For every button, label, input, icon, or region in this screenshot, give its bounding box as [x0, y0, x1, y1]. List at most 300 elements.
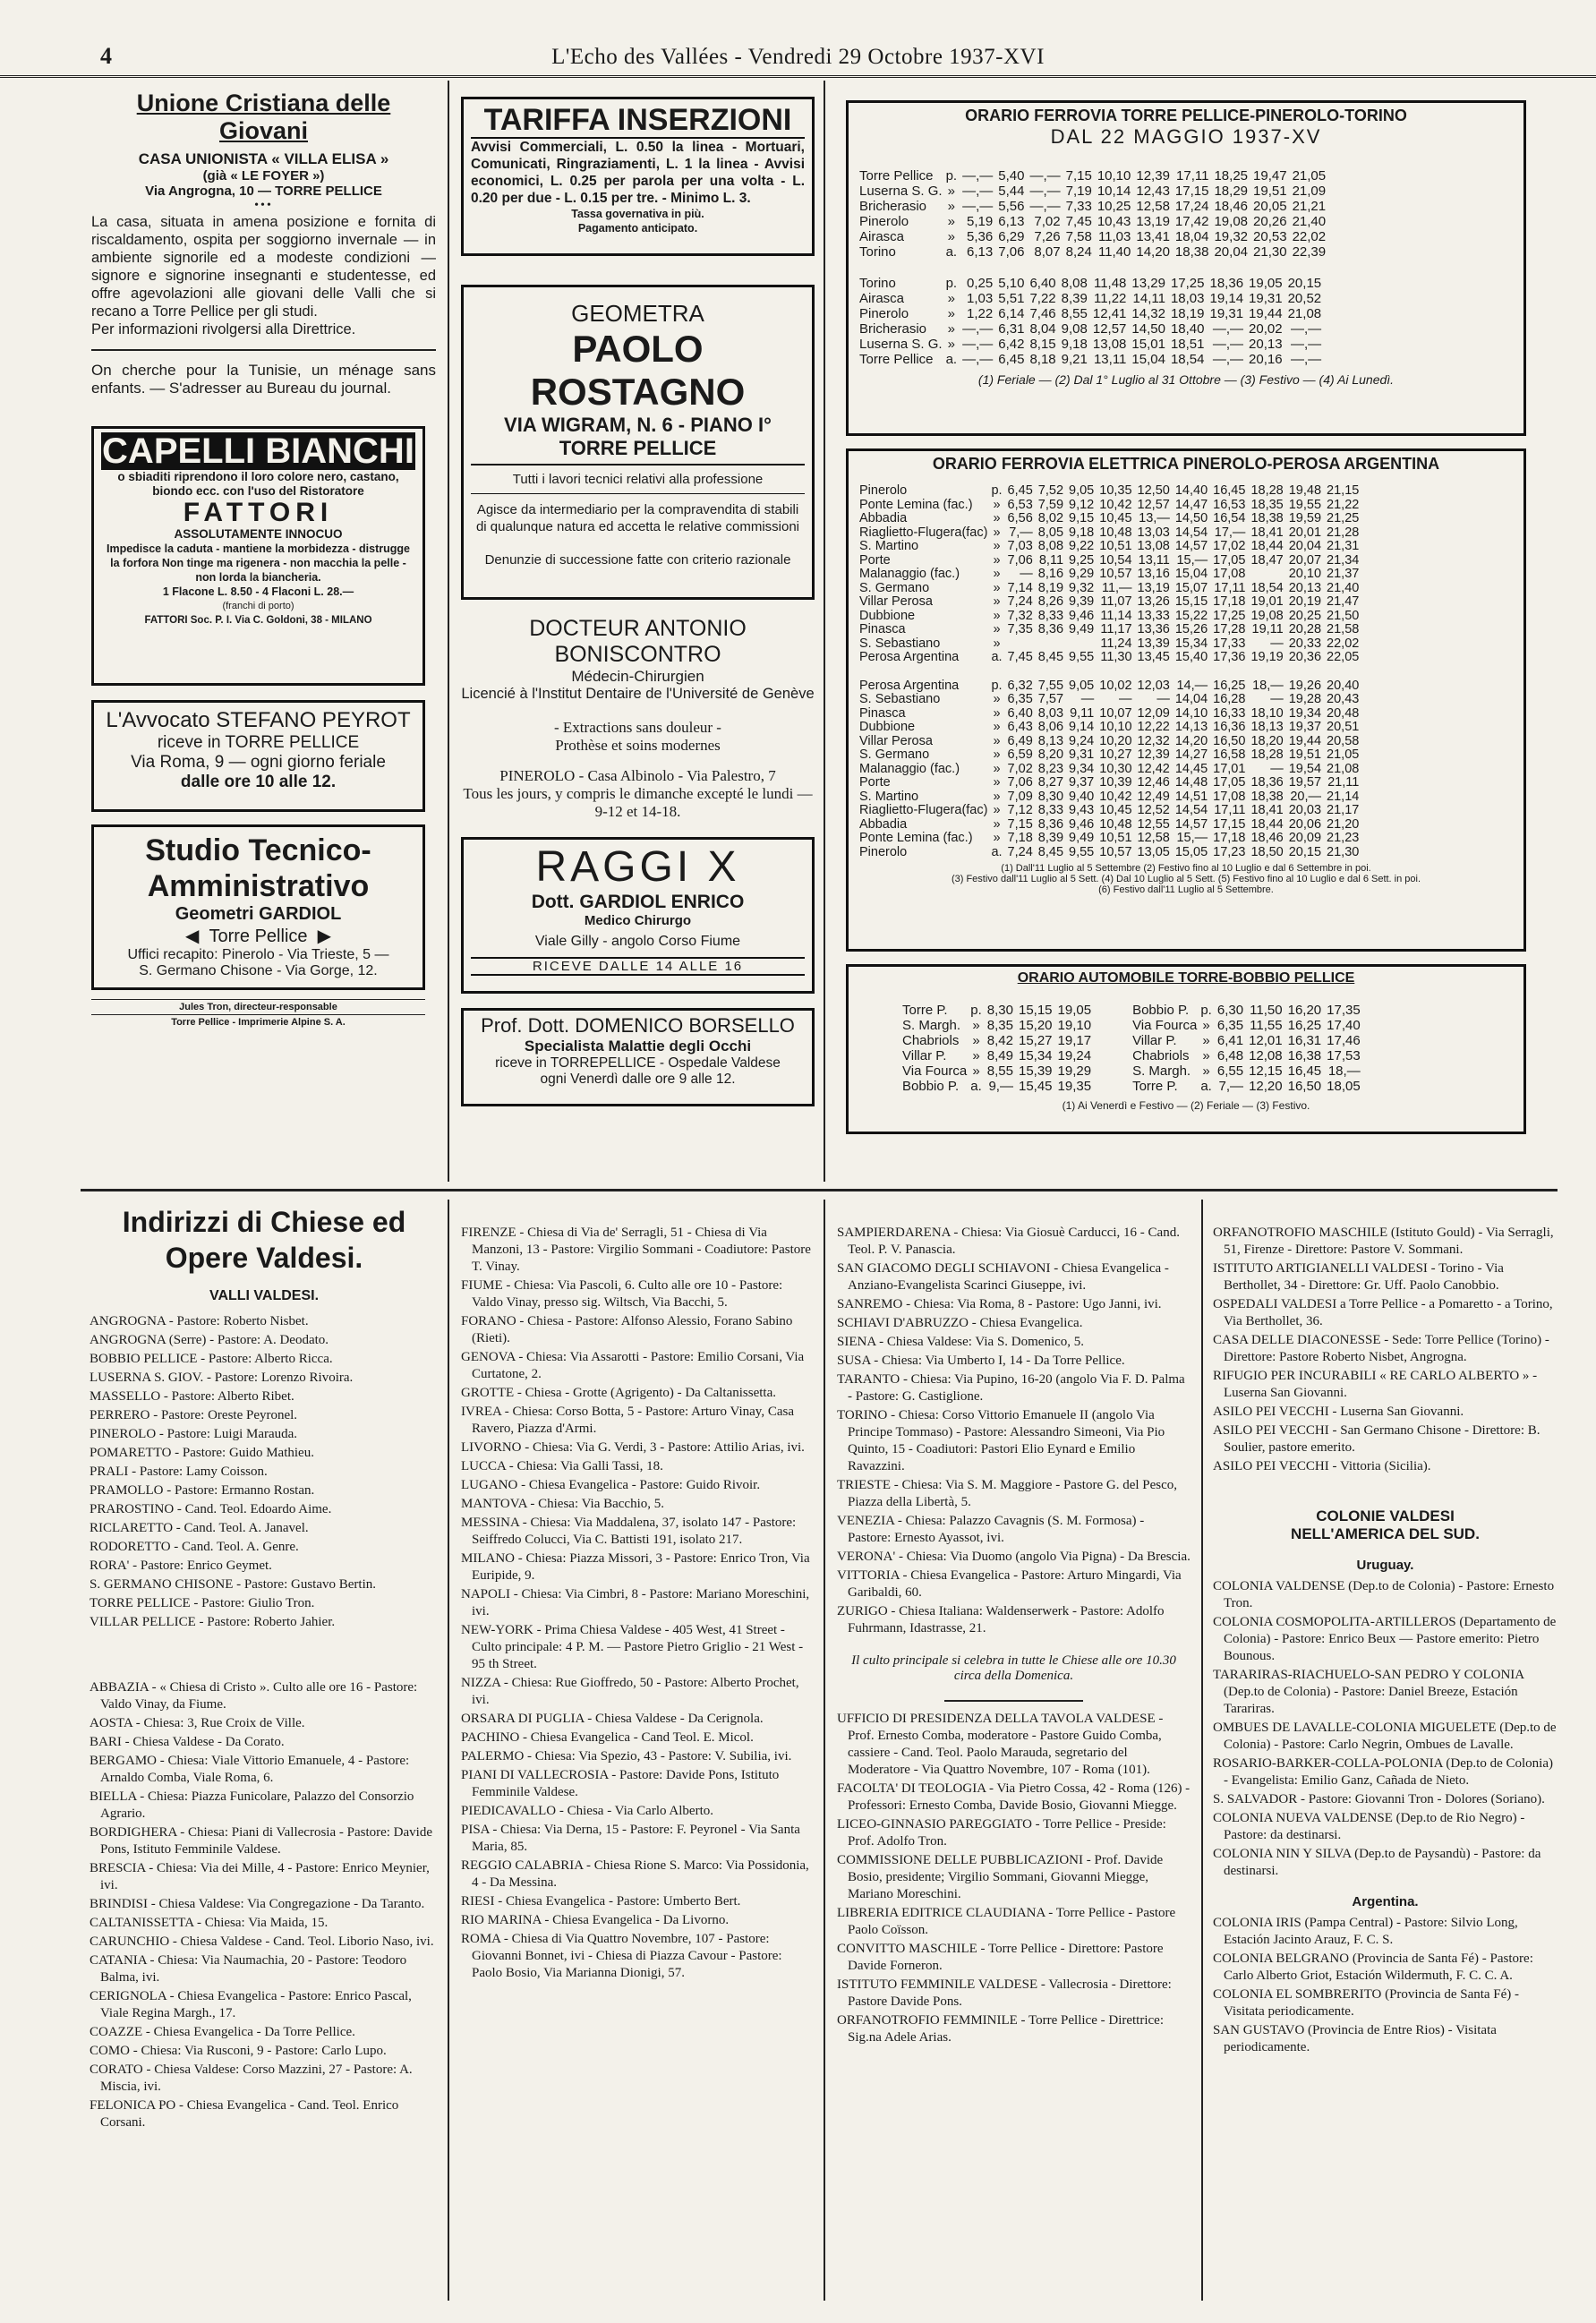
time-cell: 19,11	[1251, 622, 1284, 636]
time-cell: 7,33	[1065, 199, 1092, 214]
time-cell: 17,11	[1214, 580, 1246, 595]
time-cell: 18,28	[1250, 747, 1284, 762]
directory-entry: COLONIA VALDENSE (Dep.to de Colonia) - Pastore: Ernesto Tron.	[1213, 1579, 1555, 1610]
time-cell: 8,33	[1037, 803, 1064, 817]
time-cell: 12,42	[1137, 761, 1170, 776]
time-cell: 8,33	[1037, 608, 1064, 623]
time-cell: 10,07	[1099, 705, 1132, 721]
directory-entry: NEW-YORK - Prima Chiesa Valdese - 405 West, 41 Street - Culto principale: 4 P. M. — Pastore Pietro Griglio - 21 West - 95 th Street.	[461, 1623, 804, 1671]
time-cell: 10,10	[1099, 720, 1132, 734]
directory-column-4	[1213, 1225, 1558, 2312]
time-cell: 18,29	[1214, 184, 1249, 199]
time-cell: 21,31	[1327, 539, 1360, 553]
directory-entry: BERGAMO - Chiesa: Viale Vittorio Emanuele, 4 - Pastore: Arnaldo Comba, Viale Roma, 6.	[90, 1754, 410, 1785]
departure-arrival-mark: p.	[945, 276, 958, 291]
casa-description: La casa, situata in amena posizione e fornita di riscaldamento, ospita per soggiorno invernale — in ambiente signorile ed a modeste condizioni — signore e signorine insegnanti e studentesse, ed offre agevolazioni alle giovani delle Valli che si recano a Torre Pellice per gli studi.	[91, 214, 436, 320]
time-cell: 9,39	[1069, 594, 1095, 609]
time-cell: 18,41	[1250, 525, 1284, 540]
time-cell: 15,15	[1018, 1003, 1053, 1018]
boniscontro-title: Médecin-Chirurgien	[571, 668, 704, 685]
time-cell: 15,26	[1174, 622, 1208, 636]
time-cell: 18,—	[1327, 1063, 1361, 1079]
time-cell: —,—	[962, 352, 994, 367]
time-cell: 12,58	[1137, 831, 1170, 845]
time-cell: 21,22	[1327, 497, 1360, 512]
timetable-row	[859, 321, 1327, 337]
directory-entry: REGGIO CALABRIA - Chiesa Rione S. Marco: Via Possidonia, 4 - Da Messina.	[461, 1858, 809, 1890]
directory-entry: COLONIA NUEVA VALDENSE (Dep.to de Rio Negro) - Pastore: da destinarsi.	[1213, 1811, 1525, 1842]
station-name: Pinerolo	[859, 483, 908, 498]
departure-arrival-mark: »	[993, 539, 1001, 553]
time-cell: 11,50	[1250, 1003, 1283, 1018]
directory-entry: PALERMO - Chiesa: Via Spezio, 43 - Pastore: V. Subilia, ivi.	[461, 1749, 792, 1764]
time-cell: 16,25	[1287, 1018, 1322, 1033]
time-cell: 20,05	[1253, 199, 1287, 214]
time-cell: 21,25	[1327, 511, 1360, 525]
time-cell: 21,09	[1292, 184, 1327, 199]
time-cell: 1,22	[967, 306, 994, 321]
time-cell: 18,40	[1170, 321, 1205, 337]
directory-entry: ABBAZIA - « Chiesa di Cristo ». Culto alle ore 16 - Pastore: Valdo Vinay, da Fiume.	[90, 1680, 418, 1712]
time-cell: 20,51	[1327, 720, 1360, 734]
station-name: Luserna S. G.	[859, 184, 943, 199]
argentina-heading: Argentina.	[1352, 1894, 1419, 1909]
time-cell: 17,11	[1176, 168, 1209, 184]
tariffa-box	[461, 97, 815, 256]
time-cell: 20,40	[1327, 678, 1360, 693]
time-cell: 15,40	[1174, 650, 1208, 664]
time-cell: 13,08	[1137, 539, 1170, 553]
time-cell: 6,13	[967, 244, 994, 260]
directory-entry: ANGROGNA (Serre) - Pastore: A. Deodato.	[90, 1333, 329, 1347]
colophon-director: Jules Tron, directeur-responsable	[179, 1002, 337, 1012]
time-cell: 6,43	[1007, 720, 1033, 734]
directory-entry: FIUME - Chiesa: Via Pascoli, 6. Culto alle ore 10 - Pastore: Valdo Vinay, presso sig. Wiltsch, Via Bacchi, 5.	[461, 1278, 783, 1310]
station-name: Torre P.	[902, 1003, 948, 1018]
time-cell: 9,05	[1069, 483, 1095, 498]
directory-entry: ANGROGNA - Pastore: Roberto Nisbet.	[90, 1314, 309, 1328]
time-cell: 14,57	[1174, 539, 1208, 553]
station-name: Villar P.	[1132, 1033, 1177, 1048]
directory-entry: TARANTO - Chiesa: Via Pupino, 16-20 (angolo Via F. D. Palma - Pastore: G. Castiglione.	[837, 1372, 1185, 1404]
station-name: Villar Perosa	[859, 733, 933, 748]
time-cell: 18,20	[1250, 733, 1284, 748]
time-cell: 10,30	[1099, 761, 1132, 776]
time-cell: 7,52	[1037, 483, 1064, 498]
timetable-row	[859, 637, 1364, 652]
geometra-line-2: Agisce da intermediario per la compravendita di stabili di qualunque natura ed accetta le relative commissioni	[475, 502, 800, 534]
station-name: Perosa Argentina	[859, 678, 960, 693]
directory-entry: RIO MARINA - Chiesa Evangelica - Da Livorno.	[461, 1913, 730, 1927]
orario1-table-back	[859, 276, 1327, 367]
time-cell: 6,56	[1007, 511, 1033, 525]
station-name: Ponte Lemina (fac.)	[859, 497, 973, 512]
departure-arrival-mark: »	[1202, 1018, 1210, 1033]
time-cell: 18,54	[1170, 352, 1205, 367]
directory-entry: COLONIA IRIS (Pampa Central) - Pastore: Silvio Long, Estación Jacinto Arauz, F. C. S.	[1213, 1916, 1518, 1947]
time-cell: 18,38	[1174, 244, 1209, 260]
directory-entry: MESSINA - Chiesa: Via Maddalena, 37, isolato 147 - Pastore: Seiffredo Colucci, Via C. Battisti 191, isolato 217.	[461, 1516, 797, 1547]
time-cell: 18,36	[1209, 276, 1244, 291]
time-cell: 9,40	[1069, 789, 1095, 804]
station-name: Villar Perosa	[859, 594, 933, 609]
departure-arrival-mark: »	[947, 337, 955, 352]
departure-arrival-mark: »	[972, 1063, 980, 1079]
orario2-note-3: (6) Festivo dall'11 Luglio al 5 Settembre.	[1098, 884, 1274, 895]
directory-entry: ISTITUTO ARTIGIANELLI VALDESI - Torino - Via Berthollet, 34 - Direttore: Gr. Uff. Paolo Canobbio.	[1213, 1261, 1504, 1293]
time-cell: 13,16	[1137, 567, 1170, 581]
time-cell: —,—	[1290, 337, 1322, 352]
station-name: Bobbio P.	[902, 1079, 960, 1094]
directory-entry: SAN GUSTAVO (Provincia de Entre Rios) - Visitata periodicamente.	[1213, 2023, 1497, 2054]
directory-entry: SUSA - Chiesa: Via Umberto I, 14 - Da Torre Pellice.	[837, 1354, 1125, 1368]
time-cell: 19,10	[1057, 1018, 1092, 1033]
time-cell: 19,44	[1249, 306, 1283, 321]
time-cell: 20,07	[1288, 552, 1322, 568]
time-cell: 13,—	[1139, 511, 1170, 525]
departure-arrival-mark: »	[947, 199, 955, 214]
time-cell: 7,57	[1037, 692, 1064, 706]
time-cell: 10,57	[1099, 567, 1132, 581]
time-cell: 9,25	[1069, 552, 1095, 568]
time-cell: 18,41	[1250, 803, 1284, 817]
orario1-table-out	[859, 168, 1331, 260]
timetable-row	[859, 763, 1364, 777]
raggi-x-ad	[461, 837, 815, 994]
time-cell: 8,39	[1061, 291, 1088, 306]
orario-bobbio-box	[846, 964, 1526, 1134]
time-cell: 21,20	[1327, 816, 1360, 832]
time-cell: 8,30	[986, 1003, 1013, 1018]
colonie-title: COLONIE VALDESI	[1316, 1507, 1455, 1524]
time-cell: 15,07	[1174, 580, 1208, 595]
time-cell: 8,06	[1037, 720, 1064, 734]
timetable-row	[902, 1003, 1097, 1018]
time-cell: 10,14	[1097, 184, 1131, 199]
departure-arrival-mark: »	[972, 1033, 980, 1048]
station-name: S. Germano	[859, 580, 930, 595]
departure-arrival-mark: »	[993, 580, 1001, 595]
directory-column-3	[837, 1225, 1191, 2312]
directory-entry: MANTOVA - Chiesa: Via Bacchio, 5.	[461, 1497, 664, 1511]
time-cell: 8,18	[1029, 352, 1056, 367]
time-cell: 8,13	[1037, 733, 1064, 748]
time-cell: 20,—	[1290, 789, 1322, 804]
boniscontro-line-2: Prothèse et soins modernes	[555, 737, 721, 754]
time-cell: 20,10	[1288, 567, 1322, 581]
timetable-row	[859, 790, 1364, 805]
station-name: S. Margh.	[1132, 1063, 1191, 1079]
departure-arrival-mark: »	[993, 747, 1001, 762]
directory-entry: S. GERMANO CHISONE - Pastore: Gustavo Bertin.	[90, 1577, 376, 1592]
time-cell: 15,22	[1174, 608, 1208, 623]
time-cell: 8,03	[1037, 705, 1064, 721]
time-cell: 6,41	[1216, 1033, 1244, 1048]
orario-torino-box	[846, 100, 1526, 436]
time-cell: 7,46	[1029, 306, 1056, 321]
time-cell: 6,42	[998, 337, 1025, 352]
time-cell: 8,08	[1037, 539, 1064, 553]
departure-arrival-mark: p.	[945, 168, 958, 184]
masthead-title: L'Echo des Vallées - Vendredi 29 Octobre 1937-XVI	[551, 45, 1045, 69]
time-cell: 12,09	[1137, 705, 1170, 721]
time-cell: 21,08	[1327, 761, 1360, 776]
capelli-title: CAPELLI BIANCHI	[102, 431, 414, 471]
time-cell: 10,48	[1099, 525, 1132, 540]
directory-entry: ISTITUTO FEMMINILE VALDESE - Vallecrosia - Direttore: Pastore Davide Pons.	[837, 1977, 1172, 2009]
directory-entry: POMARETTO - Pastore: Guido Mathieu.	[90, 1446, 314, 1460]
timetable-row	[859, 168, 1331, 184]
directory-entry: RICLARETTO - Cand. Teol. A. Janavel.	[90, 1521, 309, 1535]
departure-arrival-mark: »	[993, 775, 1001, 790]
time-cell: 20,53	[1253, 229, 1287, 244]
time-cell: 8,11	[1038, 552, 1064, 568]
time-cell: 21,28	[1327, 525, 1360, 540]
time-cell: 14,40	[1174, 483, 1208, 498]
time-cell: 7,06	[1007, 775, 1033, 790]
time-cell: 13,41	[1136, 229, 1170, 244]
directory-entry: ASILO PEI VECCHI - San Germano Chisone - Direttore: B. Soulier, pastore emerito.	[1213, 1423, 1541, 1455]
time-cell: 14,04	[1174, 692, 1208, 706]
time-cell: 12,39	[1136, 168, 1170, 184]
time-cell: 8,07	[1034, 244, 1061, 260]
capelli-text-1: o sbiaditi riprendono il loro colore nero, castano, biondo ecc. con l'uso del Ristoratore	[117, 470, 399, 498]
station-name: Dubbione	[859, 720, 916, 734]
time-cell: 22,02	[1327, 636, 1360, 651]
column-rule	[448, 1200, 449, 2301]
time-cell: 20,36	[1288, 650, 1322, 664]
directory-entry: PRALI - Pastore: Lamy Coisson.	[90, 1465, 268, 1479]
departure-arrival-mark: »	[993, 608, 1001, 623]
boniscontro-line-1: - Extractions sans douleur -	[554, 719, 721, 736]
time-cell: 10,54	[1099, 552, 1132, 568]
geometra-name: PAOLO ROSTAGNO	[530, 328, 746, 413]
capelli-bianchi-ad	[91, 426, 425, 686]
timetable-row	[859, 229, 1331, 244]
time-cell: 8,20	[1037, 747, 1064, 762]
departure-arrival-mark: »	[993, 761, 1001, 776]
time-cell: 5,19	[967, 214, 994, 229]
timetable-row	[859, 352, 1327, 367]
time-cell: 9,22	[1069, 539, 1095, 553]
time-cell: 16,33	[1213, 705, 1246, 721]
time-cell: 20,26	[1253, 214, 1287, 229]
timetable-row	[859, 306, 1327, 321]
time-cell: 10,35	[1099, 483, 1132, 498]
directory-entry: TORRE PELLICE - Pastore: Giulio Tron.	[90, 1596, 315, 1610]
directory-entry: FORANO - Chiesa - Pastore: Alfonso Alessio, Forano Sabino (Rieti).	[461, 1314, 793, 1345]
time-cell: 8,49	[986, 1048, 1013, 1063]
directory-entry: NAPOLI - Chiesa: Via Cimbri, 8 - Pastore: Mariano Moreschini, ivi.	[461, 1587, 810, 1618]
departure-arrival-mark: »	[993, 705, 1001, 721]
time-cell: 16,31	[1287, 1033, 1322, 1048]
time-cell: 9,18	[1061, 337, 1088, 352]
time-cell: 9,32	[1069, 580, 1095, 595]
time-cell: 14,50	[1131, 321, 1165, 337]
timetable-row	[902, 1063, 1097, 1079]
station-name: Airasca	[859, 229, 905, 244]
time-cell: 8,36	[1037, 816, 1064, 832]
time-cell: 10,48	[1099, 816, 1132, 832]
time-cell: 13,05	[1137, 844, 1170, 859]
time-cell: 14,27	[1174, 747, 1208, 762]
departure-arrival-mark: »	[947, 291, 955, 306]
time-cell: 16,50	[1287, 1079, 1322, 1094]
studio-title: Studio Tecnico-Amministrativo	[145, 833, 371, 903]
station-name: Torre Pellice	[859, 168, 934, 184]
time-cell: 8,08	[1061, 276, 1088, 291]
time-cell: 9,46	[1069, 816, 1095, 832]
directory-entry: SAN GIACOMO DEGLI SCHIAVONI - Chiesa Evangelica - Anziano-Evangelista Scarinci Giuseppe, ivi.	[837, 1261, 1169, 1293]
time-cell: 14,50	[1174, 511, 1208, 525]
timetable-row	[859, 679, 1364, 694]
directory-entry: IVREA - Chiesa: Corso Botta, 5 - Pastore: Arturo Vinay, Casa Ravero, Piazza d'Armi.	[461, 1405, 794, 1436]
timetable-row	[859, 554, 1364, 568]
raggi-role: Medico Chirurgo	[584, 913, 692, 928]
time-cell: 14,20	[1136, 244, 1170, 260]
time-cell: 20,01	[1288, 525, 1322, 540]
time-cell: 18,03	[1170, 291, 1205, 306]
station-name: Via Fourca	[902, 1063, 968, 1079]
time-cell: 19,35	[1057, 1079, 1092, 1094]
directory-entry: BARI - Chiesa Valdese - Da Corato.	[90, 1735, 285, 1749]
time-cell: 19,59	[1288, 511, 1322, 525]
departure-arrival-mark: »	[947, 306, 955, 321]
timetable-row	[902, 1018, 1097, 1033]
arrow-right-icon: ▶	[317, 927, 332, 946]
time-cell: 17,05	[1213, 775, 1246, 790]
time-cell: 20,13	[1288, 580, 1322, 595]
colonie-subtitle: NELL'AMERICA DEL SUD.	[1291, 1525, 1480, 1542]
time-cell: 14,51	[1174, 789, 1208, 804]
orario1-note: (1) Feriale — (2) Dal 1° Luglio al 31 Ottobre — (3) Festivo — (4) Ai Lunedì.	[977, 372, 1395, 387]
time-cell: 16,45	[1213, 483, 1246, 498]
time-cell: 12,20	[1249, 1079, 1283, 1094]
time-cell: 17,15	[1174, 184, 1209, 199]
time-cell: 18,28	[1250, 483, 1284, 498]
directory-entry: LIVORNO - Chiesa: Via G. Verdi, 3 - Pastore: Attilio Arias, ivi.	[461, 1440, 805, 1455]
time-cell: —	[1270, 636, 1284, 651]
station-name: Pinasca	[859, 705, 906, 721]
departure-arrival-mark: p.	[991, 483, 1003, 498]
time-cell: 20,43	[1327, 692, 1360, 706]
time-cell: 21,21	[1292, 199, 1327, 214]
directory-entry: FELONICA PO - Chiesa Evangelica - Cand. Teol. Enrico Corsani.	[90, 2098, 399, 2130]
time-cell: 13,19	[1136, 214, 1170, 229]
boniscontro-ad	[461, 616, 815, 821]
time-cell: 10,51	[1099, 831, 1132, 845]
departure-arrival-mark: »	[947, 321, 955, 337]
time-cell: 6,49	[1007, 733, 1033, 748]
time-cell: 9,55	[1069, 844, 1095, 859]
time-cell: 17,46	[1327, 1033, 1361, 1048]
time-cell: 16,28	[1213, 692, 1246, 706]
time-cell: 6,29	[998, 229, 1025, 244]
directory-entry: PACHINO - Chiesa Evangelica - Cand Teol. E. Micol.	[461, 1730, 754, 1745]
directory-entry: COAZZE - Chiesa Evangelica - Da Torre Pellice.	[90, 2025, 355, 2039]
time-cell: 17,11	[1214, 803, 1246, 817]
avvocato-line-1: riceve in TORRE PELLICE	[157, 733, 360, 752]
timetable-row	[1132, 1018, 1366, 1033]
time-cell: 18,51	[1170, 337, 1205, 352]
time-cell: 10,27	[1099, 747, 1132, 762]
directory-entry: ORFANOTROFIO FEMMINILE - Torre Pellice - Direttrice: Sig.na Adele Arias.	[837, 2013, 1164, 2045]
time-cell: 14,10	[1174, 705, 1208, 721]
station-name: Pinerolo	[859, 844, 908, 859]
station-name: Luserna S. G.	[859, 337, 943, 352]
avvocato-name: L'Avvocato STEFANO PEYROT	[106, 708, 411, 732]
departure-arrival-mark: »	[993, 720, 1001, 734]
time-cell: 15,39	[1018, 1063, 1053, 1079]
time-cell: 7,14	[1007, 580, 1033, 595]
time-cell: 21,14	[1327, 789, 1360, 804]
time-cell: 17,15	[1213, 816, 1246, 832]
time-cell: 7,45	[1065, 214, 1092, 229]
time-cell: 7,—	[1218, 1079, 1244, 1094]
time-cell: 13,11	[1138, 552, 1170, 568]
time-cell: 19,31	[1249, 291, 1283, 306]
orario2-title: ORARIO FERROVIA ELETTRICA PINEROLO-PEROSA ARGENTINA	[932, 455, 1440, 473]
time-cell: 19,24	[1057, 1048, 1092, 1063]
time-cell: 19,08	[1250, 608, 1284, 623]
time-cell: 21,08	[1287, 306, 1322, 321]
middle-ads-column	[461, 97, 815, 1184]
time-cell: 19,47	[1253, 168, 1287, 184]
raggi-address: Viale Gilly - angolo Corso Fiume	[534, 934, 741, 949]
studio-place: Torre Pellice	[209, 927, 308, 946]
time-cell: 21,58	[1327, 622, 1360, 636]
station-name: Porte	[859, 552, 891, 568]
geometra-address: VIA WIGRAM, N. 6 - PIANO I°	[504, 414, 772, 436]
uruguay-list	[1213, 1578, 1558, 1880]
timetable-row	[859, 337, 1327, 352]
timetable-row	[859, 804, 1364, 818]
station-name: Porte	[859, 775, 891, 790]
time-cell: 19,51	[1288, 747, 1322, 762]
time-cell: 9,14	[1069, 720, 1095, 734]
time-cell: 17,18	[1213, 594, 1246, 609]
time-cell: 13,29	[1131, 276, 1165, 291]
chiese-list-b	[461, 1225, 815, 1982]
time-cell: 17,18	[1213, 831, 1246, 845]
timetable-row	[859, 707, 1364, 722]
directory-entry: S. SALVADOR - Pastore: Giovanni Tron - Dolores (Soriano).	[1213, 1792, 1545, 1806]
time-cell: —,—	[962, 184, 994, 199]
timetable-row	[902, 1033, 1097, 1048]
time-cell: 21,40	[1327, 580, 1360, 595]
directory-entry: ROMA - Chiesa di Via Quattro Novembre, 107 - Pastore: Giovanni Bonnet, ivi - Chiesa di Piazza Cavour - Pastore: Paolo Bosio, Via Marianna Dionigi, 57.	[461, 1932, 782, 1980]
directory-entry: VENEZIA - Chiesa: Palazzo Cavagnis (S. M. Formosa) - Pastore: Ernesto Ayassot, ivi.	[837, 1514, 1145, 1545]
directory-entry: VITTORIA - Chiesa Evangelica - Pastore: Arturo Mingardi, Via Garibaldi, 60.	[837, 1568, 1182, 1600]
time-cell: —,—	[1029, 184, 1061, 199]
time-cell: 21,30	[1327, 844, 1360, 859]
time-cell: 10,20	[1099, 733, 1132, 748]
time-cell: 18,13	[1250, 720, 1284, 734]
time-cell: —	[1270, 692, 1284, 706]
departure-arrival-mark: a.	[991, 650, 1003, 664]
timetable-row	[902, 1048, 1097, 1063]
tariffa-title: TARIFFA INSERZIONI	[471, 103, 805, 139]
raggi-title: RAGGI X	[535, 843, 740, 891]
timetable-row	[1132, 1063, 1366, 1079]
time-cell: 8,45	[1037, 844, 1064, 859]
directory-entry: UFFICIO DI PRESIDENZA DELLA TAVOLA VALDESE - Prof. Ernesto Comba, moderatore - Pastore Guido Comba, cassiere - Cand. Teol. Paolo Marauda, segretario del Moderatore - Via Quattro Novembre, 107 - Roma (101).	[837, 1712, 1164, 1777]
station-name: Bobbio P.	[1132, 1003, 1190, 1018]
time-cell: 7,19	[1065, 184, 1092, 199]
time-cell: 16,54	[1213, 511, 1246, 525]
time-cell: 14,11	[1132, 291, 1165, 306]
time-cell: 14,20	[1174, 733, 1208, 748]
